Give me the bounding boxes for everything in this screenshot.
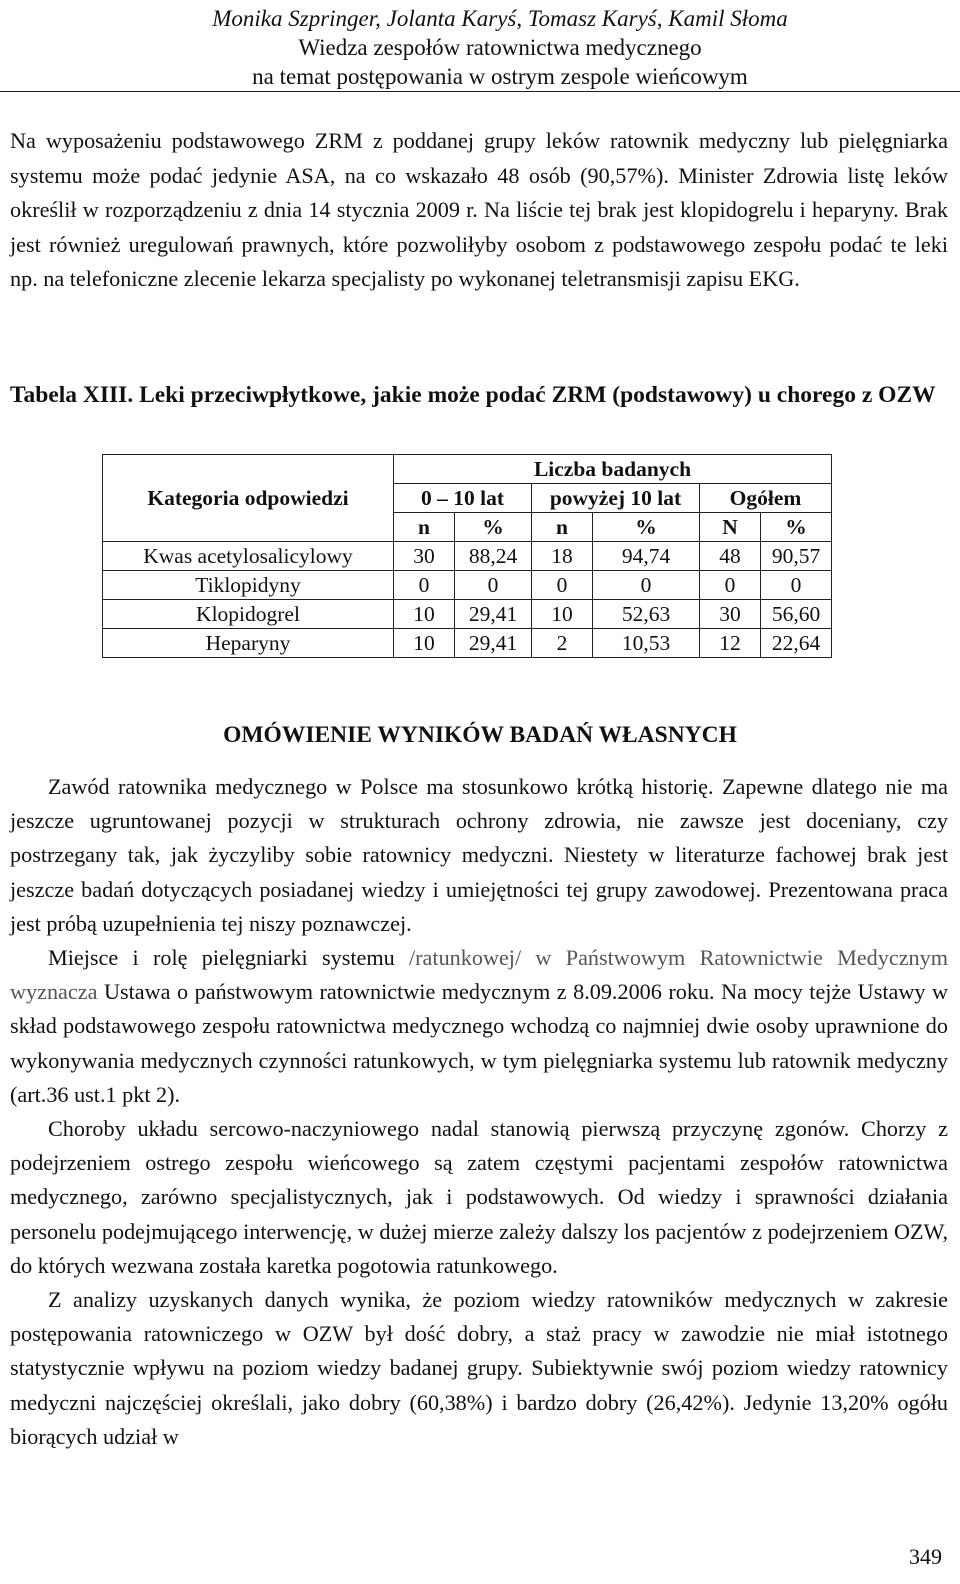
table-cell: 10 xyxy=(394,600,455,629)
subgroup-header: Ogółem xyxy=(700,484,832,513)
subgroup-header: powyżej 10 lat xyxy=(532,484,700,513)
intro-paragraph: Na wyposażeniu podstawowego ZRM z poddanej grupy leków ratownik medyczny lub pielęgniarka systemu może podać jedynie ASA, na co wskazało 48 osób (90,57%). Minister Zdrowia listę leków określił w rozporządzeniu z dnia 14 stycznia 2009 r. Na liście tej brak jest klopidogrelu i heparyny. Brak jest również uregulowań prawnych, które pozwoliłyby osobom z podstawowego zespołu podać te leki np. na telefoniczne zlecenie lekarza specjalisty po wykonanej teletransmisji zapisu EKG. xyxy=(10,128,948,291)
header-title-line2: na temat postępowania w ostrym zespole wieńcowym xyxy=(252,64,748,89)
column-header: n xyxy=(532,513,593,542)
text-run: Ustawa o państwowym ratownictwie medycznym z 8.09.2006 roku. Na mocy tejże Ustawy w skład podstawowego zespołu ratownictwa medycznego wchodzą co najmniej dwie osoby uprawnione do wykonywania medycznych czynności ratunkowych, w tym pielęgniarka systemu lub ratownik medyczny (art.36 ust.1 pkt 2). xyxy=(10,979,948,1107)
running-header xyxy=(0,0,960,92)
drug-table xyxy=(102,454,832,658)
table-cell: 22,64 xyxy=(761,629,832,658)
table-cell: 0 xyxy=(394,571,455,600)
group-header: Liczba badanych xyxy=(394,455,832,484)
table-cell: 18 xyxy=(532,542,593,571)
row-label: Tiklopidyny xyxy=(103,571,394,600)
table-cell: 0 xyxy=(700,571,761,600)
table-caption: Tabela XIII. Leki przeciwpłytkowe, jakie może podać ZRM (podstawowy) u chorego z OZW xyxy=(10,382,936,408)
table-cell: 0 xyxy=(532,571,593,600)
discussion-body xyxy=(10,770,948,1454)
paragraph: Z analizy uzyskanych danych wynika, że poziom wiedzy ratowników medycznych w zakresie postępowania ratowniczego w OZW był dość dobry, a staż pracy w zawodzie nie miał istotnego statystycznie wpływu na poziom wiedzy badanej grupy. Subiektywnie swój poziom wiedzy ratownicy medyczni najczęściej określali, jako dobry (60,38%) i bardzo dobry (26,42%). Jedynie 13,20% ogółu biorących udział w xyxy=(10,1287,948,1449)
table-cell: 0 xyxy=(761,571,832,600)
table-cell: 29,41 xyxy=(455,600,532,629)
table-row xyxy=(103,542,832,571)
table-cell: 0 xyxy=(455,571,532,600)
table-cell: 30 xyxy=(700,600,761,629)
table-cell: 10 xyxy=(532,600,593,629)
header-authors: Monika Szpringer, Jolanta Karyś, Tomasz Karyś, Kamil Słoma xyxy=(212,6,788,31)
table-cell: 94,74 xyxy=(593,542,700,571)
header-title-line1: Wiedza zespołów ratownictwa medycznego xyxy=(298,35,702,60)
table-cell: 88,24 xyxy=(455,542,532,571)
row-label: Heparyny xyxy=(103,629,394,658)
row-label: Klopidogrel xyxy=(103,600,394,629)
column-header: n xyxy=(394,513,455,542)
text-run: Miejsce i rolę pielęgniarki systemu xyxy=(48,945,409,971)
table-cell: 2 xyxy=(532,629,593,658)
row-label: Kwas acetylosalicylowy xyxy=(103,542,394,571)
column-header: % xyxy=(455,513,532,542)
table-cell: 10 xyxy=(394,629,455,658)
category-header: Kategoria odpowiedzi xyxy=(103,455,394,542)
column-header: % xyxy=(761,513,832,542)
table-cell: 30 xyxy=(394,542,455,571)
table-cell: 56,60 xyxy=(761,600,832,629)
paragraph: Zawód ratownika medycznego w Polsce ma stosunkowo krótką historię. Zapewne dlatego nie ma jeszcze ugruntowanej pozycji w strukturach ochrony zdrowia, nie zawsze jest doceniany, czy postrzegany tak, jak życzyliby sobie ratownicy medyczni. Niestety w literaturze fachowej brak jest jeszcze badań dotyczących posiadanej wiedzy i umiejętności tej grupy zawodowej. Prezentowana praca jest próbą uzupełnienia tej niszy poznawczej. xyxy=(10,774,948,936)
table-cell: 10,53 xyxy=(593,629,700,658)
page-number: 349 xyxy=(909,1544,942,1569)
table-cell: 90,57 xyxy=(761,542,832,571)
table-row xyxy=(103,571,832,600)
column-header: % xyxy=(593,513,700,542)
paragraph xyxy=(10,941,948,1112)
text-run-grey: /ratunkowej/ w Państwowym Ratownictwie Medycznym wyznacza xyxy=(10,945,948,1005)
subgroup-header: 0 – 10 lat xyxy=(394,484,532,513)
table-cell: 12 xyxy=(700,629,761,658)
paragraph: Choroby układu sercowo-naczyniowego nadal stanowią pierwszą przyczynę zgonów. Chorzy z podejrzeniem ostrego zespołu wieńcowego są zatem częstymi pacjentami zespołów ratownictwa medycznego, zarówno specjalistycznych, jak i podstawowych. Od wiedzy i sprawności działania personelu podejmującego interwencję, w dużej mierze zależy dalszy los pacjentów z podejrzeniem OZW, do których wezwana została karetka pogotowia ratunkowego. xyxy=(10,1116,948,1278)
table-row xyxy=(103,629,832,658)
table-cell: 52,63 xyxy=(593,600,700,629)
column-header: N xyxy=(700,513,761,542)
table-row xyxy=(103,600,832,629)
table-cell: 29,41 xyxy=(455,629,532,658)
section-heading: OMÓWIENIE WYNIKÓW BADAŃ WŁASNYCH xyxy=(223,722,737,748)
table-cell: 0 xyxy=(593,571,700,600)
table-cell: 48 xyxy=(700,542,761,571)
